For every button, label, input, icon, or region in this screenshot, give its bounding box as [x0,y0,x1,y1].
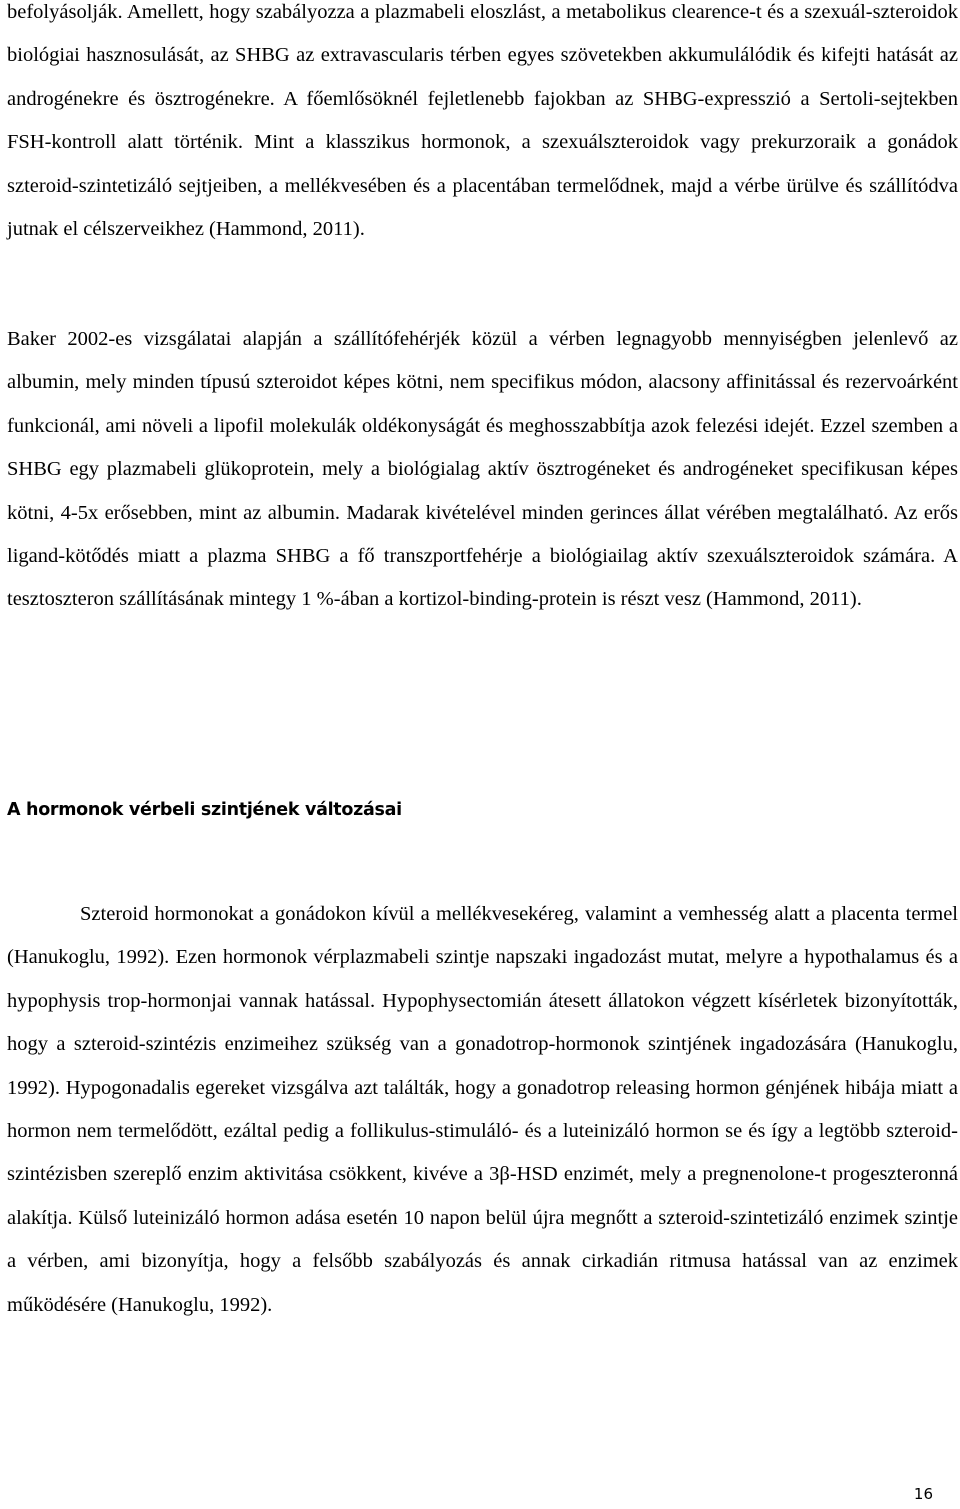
section-heading: A hormonok vérbeli szintjének változásai [7,800,402,820]
paragraph-transport-proteins: Baker 2002-es vizsgálatai alapján a szállítófehérjék közül a vérben legnagyobb mennyiségben jelenlevő az albumin, mely minden típusú szteroidot képes kötni, nem specifikus módon, alacsony affinitással és rezervoárként funkcionál, ami növeli a lipofil molekulák oldékonyságát és meghosszabbítja azok felezési idejét. Ezzel szemben a SHBG egy plazmabeli glükoprotein, mely a biológialag aktív ösztrogéneket és androgéneket specifikusan képes kötni, 4-5x erősebben, mint az albumin. Madarak kivételével minden gerinces állat vérében megtalálható. Az erős ligand-kötődés miatt a plazma SHBG a fő transzportfehérje a biológiailag aktív szexuálszteroidok számára. A tesztoszteron szállításának mintegy 1 %-ában a kortizol-binding-protein is részt vesz (Hammond, 2011). [7,328,958,611]
paragraph-shbg-function: befolyásolják. Amellett, hogy szabályozza a plazmabeli eloszlást, a metabolikus clearence-t és a szexuál-szteroidok biológiai hasznosulását, az SHBG az extravascularis térben egyes szövetekben akkumulálódik és kifejti hatását az androgénekre és ösztrogénekre. A főemlősöknél fejletlenebb fajokban az SHBG-expresszió a Sertoli-sejtekben FSH-kontroll alatt történik. Mint a klasszikus hormonok, a szexuálszteroidok vagy prekurzoraik a gonádok szteroid-szintetizáló sejtjeiben, a mellékvesében és a placentában termelődnek, majd a vérbe ürülve és szállítódva jutnak el célszerveikhez (Hammond, 2011). [7,1,958,241]
page-number: 16 [913,1485,933,1503]
paragraph-hormone-levels: Szteroid hormonokat a gonádokon kívül a mellékvesekéreg, valamint a vemhesség alatt a placenta termel (Hanukoglu, 1992). Ezen hormonok vérplazmabeli szintje napszaki ingadozást mutat, melyre a hypothalamus és a hypophysis trop-hormonjai vannak hatással. Hypophysectomián átesett állatokon végzett kísérletek bizonyították, hogy a szteroid-szintézis enzimeihez szükség van a gonadotrop-hormonok szintjének ingadozására (Hanukoglu, 1992). Hypogonadalis egereket vizsgálva azt találták, hogy a gonadotrop releasing hormon génjének hibája miatt a hormon nem termelődött, ezáltal pedig a follikulus-stimuláló- és a luteinizáló hormon se és így a legtöbb szteroid-szintézisben szereplő enzim aktivitása csökkent, kivéve a 3β-HSD enzimét, mely a pregnenolone-t progeszteronná alakítja. Külső luteinizáló hormon adása esetén 10 napon belül újra megnőtt a szteroid-szintetizáló enzimek szintje a vérben, ami bizonyítja, hogy a felsőbb szabályozás és annak cirkadián ritmusa hatással van az enzimek működésére (Hanukoglu, 1992). [7,903,958,1316]
